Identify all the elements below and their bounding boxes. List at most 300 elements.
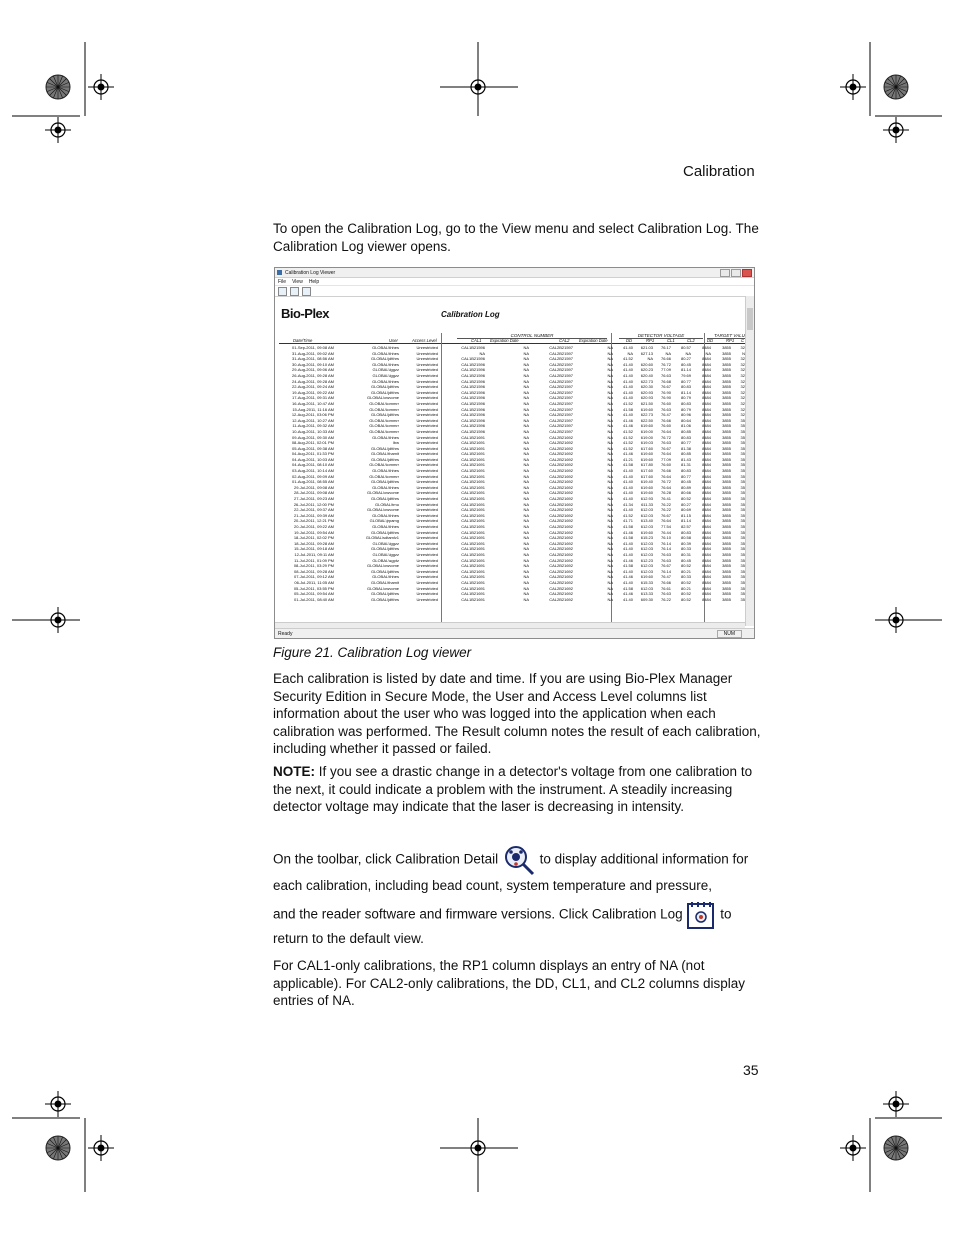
cell-tc: 35 [740,484,745,490]
cell-date: 11-Aug-2011, 09:32 AM [292,423,334,429]
cell-cl1: 76.14 [660,546,671,552]
cell-tdd: 8484 [702,361,711,367]
toolbar-text-4: to return to the default view. [273,906,732,946]
cell-exp2: NA [607,367,613,373]
cell-cal1: CAL1B21596 [461,361,485,367]
cell-user: GLOBAL\tommrr [369,462,399,468]
cell-trp1: 3855 [722,484,731,490]
cell-user: GLOBAL\thhes [372,434,399,440]
cell-exp2: NA [607,378,613,384]
cell-date: 01-Aug-2011, 08:55 AM [292,479,334,485]
cell-dd: 41.58 [622,406,633,412]
cell-user: GLOBAL\tommrr [369,400,399,406]
cell-cal1: CAL1B21691 [461,568,485,574]
cell-user: GLOBAL\thhes [372,345,399,350]
cell-trp1: 3855 [722,546,731,552]
cell-exp1: NA [523,367,529,373]
cell-cl1: 76.72 [660,434,671,440]
cell-exp1: NA [523,372,529,378]
cell-exp2: NA [607,406,613,412]
cell-date: 09-Aug-2011, 09:30 AM [292,434,334,440]
cell-cal2: CAL2B21597 [549,356,573,362]
cell-cl1: 76.47 [660,412,671,418]
cell-access: Unrestricted [416,546,438,552]
cell-dd: 41.40 [622,378,633,384]
cell-exp1: NA [523,423,529,429]
cell-dd: 41.40 [622,551,633,557]
cell-trp1: 3855 [722,579,731,585]
cell-rp1: 612.03 [640,568,653,574]
cell-date: 08-Jul-2011, 09:28 AM [294,568,334,574]
cell-cl1: 76.67 [660,563,671,569]
cell-access: Unrestricted [416,507,438,513]
menu-view[interactable]: View [292,278,303,285]
cell-tc: 35 [740,479,745,485]
cell-trp1: 3855 [722,551,731,557]
cell-tdd: 8484 [702,574,711,580]
cell-dd: 41.40 [622,540,633,546]
cell-rp1: 620.60 [640,361,653,367]
cell-cal2: CAL2B21597 [549,412,573,418]
note-label: NOTE: [273,764,315,779]
cell-cl2: 80.96 [680,412,691,418]
cell-exp1: NA [523,462,529,468]
cell-trp1: 3855 [722,468,731,474]
cell-access: Unrestricted [416,434,438,440]
cell-user: GLOBAL\lggzz [372,372,399,378]
cell-cl1: 76.64 [660,451,671,457]
cell-dd: 41.58 [622,563,633,569]
window-titlebar [275,268,754,278]
cell-date: 21-Jul-2011, 09:39 AM [294,512,334,518]
cell-exp2: NA [607,423,613,429]
cell-cl2: 80.83 [680,529,691,535]
cell-exp2: NA [607,496,613,502]
print-icon[interactable] [278,287,287,296]
cell-exp1: NA [523,356,529,362]
cell-cal1: CAL1B21596 [461,400,485,406]
cell-rp1: 619.00 [640,428,653,434]
cell-cal2: CAL2B21597 [549,400,573,406]
cell-date: 08-Aug-2011, 02:01 PM [291,440,334,446]
cell-tdd: 8484 [702,345,711,350]
cell-exp2: NA [607,507,613,513]
cell-user: GLOBAL\tommrr [369,473,399,479]
cell-dd: 41.40 [622,484,633,490]
status-bar [275,628,754,638]
toolbar-paragraph-continued [273,900,763,948]
cell-date: 04-Aug-2011, 01:33 PM [291,451,334,457]
cell-access: Unrestricted [416,596,438,602]
cell-exp1: NA [523,451,529,457]
cell-tc: 35 [740,540,745,546]
cell-trp1: 3855 [722,395,731,401]
cell-date: 04-Aug-2011, 08:10 AM [292,462,334,468]
cell-date: 18-Jul-2011, 09:28 AM [294,540,334,546]
cell-cal1: CAL1B21596 [461,406,485,412]
cell-date: 02-Aug-2011, 09:09 AM [292,473,334,479]
cell-user: GLOBAL\jdtthrs [370,445,399,451]
cell-cl1: 76.63 [660,557,671,563]
col-cl1: CL1 [667,338,675,343]
cell-dd: 41.46 [622,417,633,423]
cell-exp1: NA [523,540,529,546]
cell-cal1: CAL1B21691 [461,496,485,502]
toolbar-text-1: On the toolbar, click Calibration Detail [273,851,499,867]
cell-rp1: 619.60 [640,490,653,496]
cell-date: 29-Jul-2011, 09:08 AM [294,484,334,490]
cell-cal1: CAL1B21691 [461,507,485,513]
col-exp1: Expiration Date [490,338,519,343]
cell-rp1: 619.00 [640,434,653,440]
cell-cl2: 80.52 [680,496,691,502]
cell-tc: 35 [740,574,745,580]
cell-user: GLOBAL\jdtthrs [370,356,399,362]
cell-access: Unrestricted [416,591,438,597]
cell-access: Unrestricted [416,479,438,485]
cell-exp2: NA [607,361,613,367]
cell-cl2: 80.21 [680,585,691,591]
cell-tdd: 8484 [702,568,711,574]
cell-exp2: NA [607,484,613,490]
cell-cl2: 80.52 [680,591,691,597]
cell-rp1: 613.40 [640,518,653,524]
cell-exp1: NA [523,546,529,552]
cell-trp1: 3855 [722,524,731,529]
col-target-dd: DD [707,338,714,343]
cell-trp1: 3855 [722,479,731,485]
cell-trp1: 3855 [722,456,731,462]
cell-user: GLOBAL\thamit [370,451,399,457]
cell-cl1: 76.64 [660,484,671,490]
col-cal1: CAL1 [471,338,482,343]
cell-cal1: CAL1B21596 [461,423,485,429]
cell-cal1: CAL1B21691 [461,546,485,552]
cell-dd: 41.58 [622,524,633,529]
cell-date: 04-Aug-2011, 10:03 AM [292,456,334,462]
calibration-log-icon[interactable] [290,287,299,296]
cell-date: 05-Jul-2011, 09:54 AM [294,591,334,597]
cell-trp1: 3855 [722,490,731,496]
cell-cal2: CAL2B21692 [549,440,573,446]
cell-cal2: CAL2B21597 [549,389,573,395]
cell-cl1: 76.10 [660,535,671,541]
group-control-number: CONTROL NUMBER [457,333,607,339]
cell-dd: 41.21 [622,456,633,462]
cell-cl2: 81.31 [680,462,691,468]
cell-cal2: CAL2B21597 [549,395,573,401]
cell-exp1: NA [523,350,529,356]
cell-cl1: 76.64 [660,473,671,479]
cell-rp1: 609.30 [640,596,653,602]
cell-access: Unrestricted [416,345,438,350]
cell-dd: 41.46 [622,423,633,429]
cell-dd: 41.40 [622,389,633,395]
note-text: If you see a drastic change in a detector's voltage from one calibration to the next, it could indicate a problem with the instrument. A steadily increasing detector voltage may indicate that the laser is decreasing in intensity. [273,764,753,814]
cell-tc: 32 [740,367,745,373]
cell-cl1: 76.66 [660,417,671,423]
cell-date: 07-Jul-2011, 09:12 AM [294,574,334,580]
cell-access: Unrestricted [416,361,438,367]
cell-access: Unrestricted [416,445,438,451]
cell-dd: 41.52 [622,440,633,446]
cell-date: 15-Jul-2011, 09:18 AM [294,546,334,552]
cell-cl2: 80.52 [680,579,691,585]
cell-tc: 32 [740,345,745,350]
cell-exp2: NA [607,585,613,591]
cell-tdd: 8484 [702,484,711,490]
cell-dd: 41.40 [622,384,633,390]
cell-access: Unrestricted [416,456,438,462]
cell-cl2: 81.43 [680,456,691,462]
cell-exp1: NA [523,568,529,574]
cell-access: Unrestricted [416,384,438,390]
cell-cl1: 76.17 [660,345,671,350]
cell-user: GLOBAL\lggzz [372,540,399,546]
calibration-detail-icon[interactable] [302,287,311,296]
maximize-button[interactable] [731,269,741,277]
cell-user: GLOBAL\thhes [372,512,399,518]
cell-date: 01-Jul-2011, 08:40 AM [294,596,334,602]
cell-rp1: 619.60 [640,423,653,429]
cell-cl2: 80.79 [680,395,691,401]
cell-cl2: 81.14 [680,367,691,373]
cell-exp2: NA [607,557,613,563]
cell-tc: 35 [740,501,745,507]
cell-cl2: 80.33 [680,574,691,580]
col-rp1: RP1 [646,338,655,343]
cell-dd: 41.40 [622,507,633,513]
cell-access: Unrestricted [416,378,438,384]
cell-cal2: CAL2B21692 [549,473,573,479]
cell-trp1: 3855 [722,345,731,350]
cell-cal1: CAL1B21596 [461,417,485,423]
cell-cl2: 80.85 [680,451,691,457]
cell-exp2: NA [607,473,613,479]
cell-cl1: 77.09 [660,456,671,462]
cell-rp1: 620.40 [640,372,653,378]
col-dd: DD [626,338,633,343]
cell-user: GLOBAL\owvome [366,490,399,496]
menu-help[interactable]: Help [308,278,320,285]
cell-cl2: 80.66 [680,490,691,496]
cell-access: Unrestricted [416,524,438,529]
cell-user: GLOBAL\jrpamg [369,518,399,524]
cell-tdd: 8484 [702,591,711,597]
cell-cal2: CAL2B21692 [549,445,573,451]
cell-cl1: 76.63 [660,591,671,597]
cell-access: Unrestricted [416,389,438,395]
cell-rp1: NA [647,356,653,362]
cell-cl2: 80.83 [680,468,691,474]
cell-access: Unrestricted [416,468,438,474]
scroll-thumb[interactable] [747,308,753,330]
cell-rp1: 612.03 [640,507,653,513]
cell-cal2: CAL2B21692 [549,512,573,518]
cell-tdd: 8484 [702,445,711,451]
cell-trp1: 3855 [722,529,731,535]
cell-cl2: 80.45 [680,361,691,367]
cell-cal1: CAL1B21691 [461,563,485,569]
cell-access: Unrestricted [416,529,438,535]
cell-tc: 35 [740,473,745,479]
cell-trp1: 3855 [722,540,731,546]
cell-access: Unrestricted [416,551,438,557]
menu-file[interactable]: File [278,278,287,285]
cell-access: Unrestricted [416,372,438,378]
cell-user: GLOBAL\thhes [372,378,399,384]
cell-cl2: 81.38 [680,445,691,451]
cell-cal1: NA [479,350,485,356]
cell-tdd: 8484 [702,417,711,423]
cell-tdd: 8484 [702,400,711,406]
cell-trp1: 3855 [722,473,731,479]
cell-cl1: 76.14 [660,540,671,546]
cell-cal2: CAL2B21692 [549,479,573,485]
group-detector-voltage: DETECTOR VOLTAGE [619,333,703,339]
cell-tdd: 8484 [702,479,711,485]
cell-cl2: 80.39 [680,540,691,546]
cell-dd: 41.46 [622,591,633,597]
cell-exp1: NA [523,490,529,496]
cell-exp1: NA [523,579,529,585]
cell-cal2: CAL2B21692 [549,551,573,557]
cell-rp1: 612.23 [640,557,653,563]
calibration-detail-icon [502,843,536,877]
cell-tdd: 8484 [702,563,711,569]
cell-access: Unrestricted [416,574,438,580]
cell-user: GLOBAL\jdtthrs [370,546,399,552]
cell-exp1: NA [523,501,529,507]
cell-user: GLOBAL\tommrr [369,417,399,423]
cell-cl2: 80.85 [680,428,691,434]
cell-rp1: 627.13 [640,350,653,356]
cell-cl2: 81.06 [680,423,691,429]
cell-cl2: 80.69 [680,507,691,513]
cell-dd: 41.40 [622,546,633,552]
cell-cal2: CAL2B21597 [549,423,573,429]
cell-tc: 35 [740,434,745,440]
cell-dd: 41.40 [622,361,633,367]
cell-date: 05-Aug-2011, 09:38 AM [292,445,334,451]
cell-access: Unrestricted [416,512,438,518]
cell-exp2: NA [607,563,613,569]
cell-rp1: 622.73 [640,412,653,418]
cell-cl1: 76.64 [660,518,671,524]
cell-user: GLOBAL\jdtthrs [370,384,399,390]
cell-rp1: 619.60 [640,456,653,462]
cell-cal1: CAL1B21691 [461,524,485,529]
cell-dd: 41.40 [622,345,633,350]
cell-user: GLOBAL\thhes [372,361,399,367]
cell-access: Unrestricted [416,490,438,496]
cell-cal2: CAL2B21692 [549,490,573,496]
cell-exp2: NA [607,400,613,406]
cell-tdd: 8484 [702,540,711,546]
cell-date: 29-Aug-2011, 09:06 AM [292,367,334,373]
cell-tc: 35 [740,546,745,552]
cell-exp2: NA [607,445,613,451]
cell-cl1: 76.66 [660,579,671,585]
cell-tc: 32 [740,384,745,390]
cell-cal2: CAL2B21692 [549,456,573,462]
cell-cal1: CAL1B21596 [461,389,485,395]
cell-exp2: NA [607,384,613,390]
cell-dd: 41.40 [622,473,633,479]
cell-date: 22-Jul-2011, 09:37 AM [294,507,334,513]
col-target-rp1: RP1 [726,338,735,343]
cell-tc: 35 [740,496,745,502]
window-title: Calibration Log Viewer [285,269,336,276]
cell-tdd: 8484 [702,585,711,591]
cell-dd: 41.58 [622,462,633,468]
cell-cal1: CAL1B21691 [461,591,485,597]
cell-cl1: 76.63 [660,551,671,557]
cell-tc: 32 [740,406,745,412]
cell-trp1: 3855 [722,428,731,434]
cell-date: 19-Jul-2011, 09:54 AM [294,529,334,535]
cell-date: 12-Aug-2011, 03:06 PM [291,412,334,418]
cell-dd: 41.40 [622,579,633,585]
cell-cal2: CAL2B21692 [549,535,573,541]
cell-user: GLOBAL\thhes [372,574,399,580]
cell-dd: 41.71 [622,518,633,524]
cell-tc: 35 [740,428,745,434]
cell-exp1: NA [523,456,529,462]
calibration-rows [275,345,745,602]
cell-cal2: CAL2B21692 [549,563,573,569]
cell-user: GLOBAL\sgptz [372,557,399,563]
cell-exp2: NA [607,395,613,401]
cell-date: 20-Jul-2011, 12:21 PM [293,518,334,524]
cell-cl2: 80.89 [680,484,691,490]
close-button[interactable] [742,269,752,277]
cell-cal2: CAL2B21597 [549,417,573,423]
cell-tc: 35 [740,417,745,423]
cell-cal2: CAL2B21597 [549,384,573,390]
cell-exp1: NA [523,417,529,423]
cell-access: Unrestricted [416,484,438,490]
vertical-scrollbar[interactable] [745,296,754,626]
cell-cal2: CAL2B21597 [549,350,573,356]
cell-cl1: 76.90 [660,389,671,395]
cell-user: GLOBAL\sdtamlv1 [365,535,399,541]
cell-rp1: 615.33 [640,579,653,585]
cell-exp1: NA [523,428,529,434]
cell-cl2: 80.64 [680,417,691,423]
cell-rp1: 620.93 [640,395,653,401]
cell-dd: 41.58 [622,535,633,541]
cell-exp2: NA [607,579,613,585]
cell-cal1: CAL1B21691 [461,596,485,602]
cell-exp1: NA [523,496,529,502]
cell-access: Unrestricted [416,400,438,406]
cell-tdd: 8484 [702,428,711,434]
cell-cl1: 76.63 [660,372,671,378]
cell-cl1: 76.22 [660,507,671,513]
cell-rp1: 622.50 [640,417,653,423]
cell-trp1: 3855 [722,591,731,597]
minimize-button[interactable] [720,269,730,277]
cell-exp2: NA [607,574,613,580]
cell-trp1: 3855 [722,367,731,373]
cell-cal2: CAL2B21692 [549,501,573,507]
cell-user: GLOBAL\lggzz [372,367,399,373]
cell-exp2: NA [607,529,613,535]
cell-cal2: CAL2B21597 [549,372,573,378]
cell-tdd: 8484 [702,546,711,552]
cell-date: 20-Jul-2011, 09:22 AM [294,524,334,529]
